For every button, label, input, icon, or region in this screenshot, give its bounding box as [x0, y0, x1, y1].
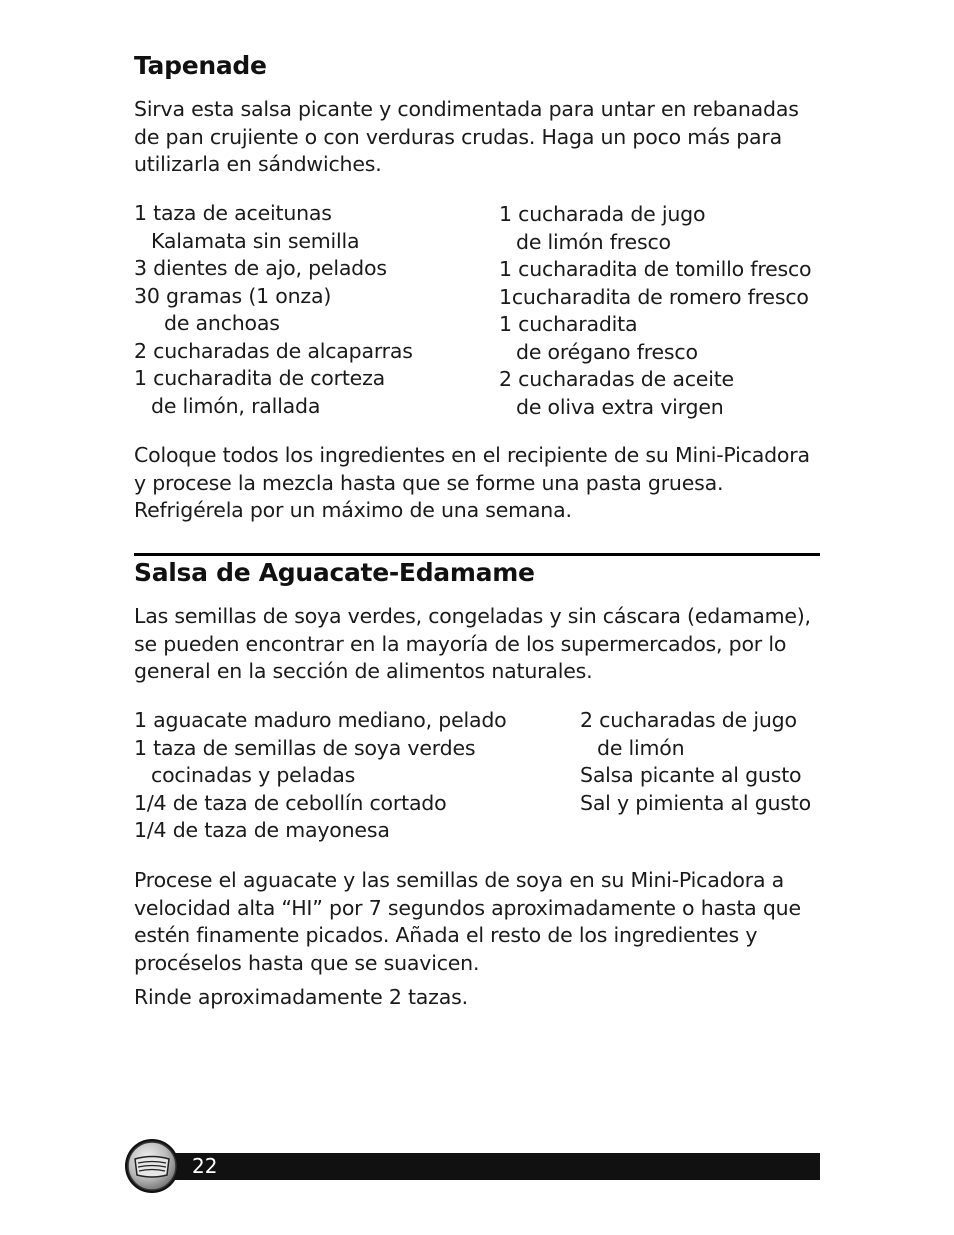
ingredient-line: 30 gramas (1 onza) — [134, 283, 332, 308]
ingredient-line: 1cucharadita de romero fresco — [499, 284, 809, 309]
tapenade-ingredients-left — [134, 200, 413, 420]
ingredient-line: 3 dientes de ajo, pelados — [134, 256, 387, 280]
ingredient-line: 1 cucharadita de tomillo fresco — [499, 257, 812, 281]
ingredient-line: 2 cucharadas de aceite — [499, 367, 734, 391]
ingredient-line: 1 aguacate maduro mediano, pelado — [134, 708, 507, 732]
salsa-ingredients-left — [134, 707, 507, 845]
tapenade-title: Tapenade — [134, 51, 267, 80]
ingredient-line: 1/4 de taza de cebollín cortado — [134, 790, 447, 815]
salsa-ingredients-right — [580, 707, 811, 817]
chopper-icon — [123, 1137, 181, 1195]
ingredient-line: cocinadas y peladas — [151, 763, 356, 787]
salsa-instructions: Procese el aguacate y las semillas de soya en su Mini-Picadora a velocidad alta “HI” por 7 segundos aproximadamente o hasta que estén finamente picados. Añada el resto de los ingredientes y procéselos hasta que se suavicen. — [134, 868, 801, 975]
ingredient-line: 1 taza de semillas de soya verdes — [134, 735, 476, 760]
ingredient-line: 1/4 de taza de mayonesa — [134, 818, 390, 842]
ingredient-line: 1 cucharada de jugo — [499, 202, 706, 226]
ingredient-line: 2 cucharadas de jugo — [580, 708, 797, 732]
ingredient-line: 1 cucharadita de corteza — [134, 366, 386, 390]
page-number: 22 — [192, 1154, 218, 1178]
tapenade-ingredients — [134, 200, 820, 424]
salsa-ingredients — [134, 707, 820, 847]
section-divider — [134, 553, 820, 556]
ingredient-line: de anchoas — [164, 311, 280, 335]
tapenade-intro: Sirva esta salsa picante y condimentada para untar en rebanadas de pan crujiente o con verduras crudas. Haga un poco más para utilizarla en sándwiches. — [134, 97, 799, 176]
salsa-title: Salsa de Aguacate-Edamame — [134, 558, 535, 587]
tapenade-ingredients-right — [499, 201, 811, 421]
ingredient-line: Kalamata sin semilla — [151, 228, 360, 253]
footer-bar — [150, 1153, 820, 1180]
ingredient-line: de limón, rallada — [151, 393, 321, 418]
tapenade-instructions: Coloque todos los ingredientes en el recipiente de su Mini-Picadora y procese la mezcla hasta que se forme una pasta gruesa. Refrigérela por un máximo de una semana. — [134, 443, 810, 522]
ingredient-line: de orégano fresco — [516, 339, 698, 364]
ingredient-line: de limón fresco — [516, 229, 671, 254]
ingredient-line: Salsa picante al gusto — [580, 763, 802, 787]
ingredient-line: 2 cucharadas de alcaparras — [134, 338, 413, 363]
salsa-yield: Rinde aproximadamente 2 tazas. — [134, 985, 468, 1009]
ingredient-line: 1 taza de aceitunas — [134, 201, 332, 225]
ingredient-line: de limón — [597, 735, 685, 760]
ingredient-line: de oliva extra virgen — [516, 394, 724, 419]
ingredient-line: 1 cucharadita — [499, 312, 638, 336]
ingredient-line: Sal y pimienta al gusto — [580, 790, 811, 815]
salsa-intro: Las semillas de soya verdes, congeladas y sin cáscara (edamame), se pueden encontrar en la mayoría de los supermercados, por lo general en la sección de alimentos naturales. — [134, 604, 811, 683]
